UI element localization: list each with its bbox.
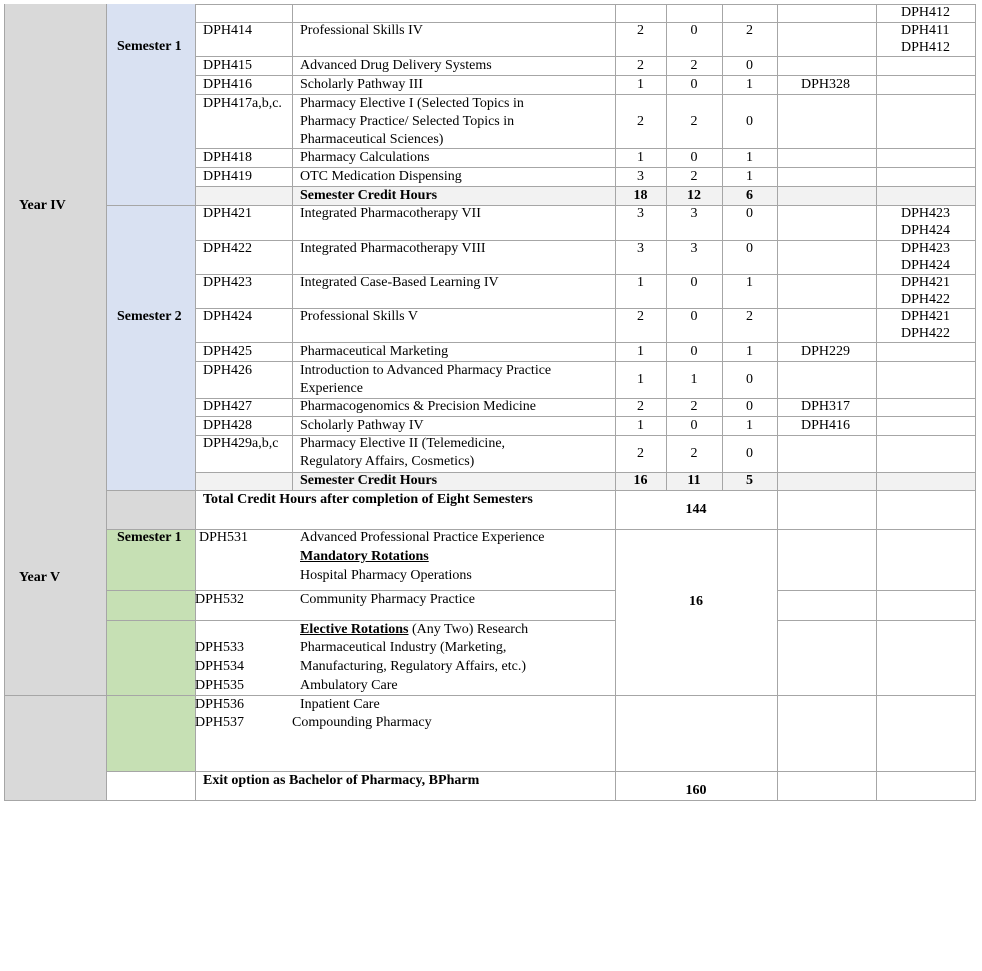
course-title: Community Pharmacy Practice [300,592,475,607]
semester-label: Semester 2 [117,309,182,324]
elective-rotations-note: (Any Two) Research [408,622,529,637]
course-title: Pharmaceutical Sciences) [300,132,444,147]
corequisite: DPH421 [901,275,951,290]
course-title: Scholarly Pathway III [300,77,423,92]
credit-hours: 1 [637,418,644,433]
corequisite: DPH424 [901,223,951,238]
course-title: Pharmacy Elective I (Selected Topics in [300,96,524,111]
total-row-gray [106,490,195,529]
prerequisite: DPH416 [801,418,851,433]
course-code: DPH426 [203,363,253,378]
practical-hours: 0 [746,241,753,256]
semester-label: Semester 1 [117,530,182,545]
corequisite: DPH422 [901,292,951,307]
prerequisite: DPH317 [801,399,851,414]
total-practical: 5 [746,473,753,488]
corequisite: DPH423 [901,206,951,221]
course-title: Pharmacogenomics & Precision Medicine [300,399,536,414]
mandatory-rotations-heading: Mandatory Rotations [300,549,429,564]
practical-hours: 0 [746,399,753,414]
theory-hours: 3 [690,206,698,221]
prerequisite: DPH229 [801,344,851,359]
credit-hours: 3 [637,169,644,184]
course-title: Advanced Professional Practice Experience [300,530,545,545]
corequisite: DPH421 [901,309,951,324]
course-title: Pharmacy Practice/ Selected Topics in [300,114,515,129]
credit-hours: 1 [637,372,644,387]
practical-hours: 1 [746,150,753,165]
total-credit: 18 [633,188,648,203]
practical-hours: 1 [746,275,753,290]
course-title: Integrated Case-Based Learning IV [300,275,499,290]
course-code: DPH417a,b,c. [203,96,282,111]
theory-hours: 1 [690,372,698,387]
course-title: Regulatory Affairs, Cosmetics) [300,454,475,469]
total-practical: 6 [746,188,753,203]
corequisite: DPH411 [901,23,950,38]
course-code: DPH533 [195,640,245,655]
course-code: DPH428 [203,418,253,433]
course-code: DPH537 [195,715,245,730]
course-code: DPH535 [195,678,245,693]
theory-hours: 2 [690,169,698,184]
total-eight-semesters-value: 144 [685,502,707,517]
corequisite: DPH423 [901,241,951,256]
exit-option-value: 160 [685,783,707,798]
practical-hours: 2 [746,23,753,38]
theory-hours: 0 [690,309,698,324]
course-title: Integrated Pharmacotherapy VIII [300,241,486,256]
course-code: DPH425 [203,344,253,359]
course-code: DPH422 [203,241,253,256]
course-title: Pharmacy Elective II (Telemedicine, [300,436,506,451]
course-code: DPH536 [195,697,245,712]
corequisite: DPH412 [901,5,951,20]
total-theory: 11 [687,473,701,488]
practical-hours: 0 [746,114,753,129]
theory-hours: 0 [690,275,698,290]
course-code: DPH532 [195,592,245,607]
exit-option-label: Exit option as Bachelor of Pharmacy, BPharm [203,773,480,788]
credit-hours: 2 [637,446,644,461]
credit-hours: 2 [637,58,644,73]
credit-hours: 1 [637,344,644,359]
theory-hours: 0 [690,77,698,92]
course-code: DPH427 [203,399,253,414]
year-label: Year V [19,570,61,585]
course-title: Introduction to Advanced Pharmacy Practice [300,363,552,378]
credit-hours: 1 [637,77,644,92]
course-title: Pharmaceutical Industry (Marketing, [300,640,507,655]
course-code: DPH421 [203,206,253,221]
practical-hours: 1 [746,169,753,184]
course-title: Inpatient Care [300,697,380,712]
semester-label: Semester 1 [117,39,182,54]
course-title: Scholarly Pathway IV [300,418,424,433]
course-code: DPH423 [203,275,253,290]
course-code: DPH419 [203,169,253,184]
course-title: Experience [300,381,363,396]
course-title: Professional Skills V [300,309,418,324]
course-title: Pharmacy Calculations [300,150,430,165]
practical-hours: 1 [746,344,753,359]
credit-hours: 3 [637,241,644,256]
corequisite: DPH424 [901,258,951,273]
course-title: Pharmaceutical Marketing [300,344,449,359]
practical-hours: 0 [746,58,753,73]
course-code: DPH416 [203,77,253,92]
theory-hours: 2 [690,114,698,129]
total-label: Semester Credit Hours [300,473,438,488]
practical-hours: 2 [746,309,753,324]
theory-hours: 0 [690,344,698,359]
course-code: DPH418 [203,150,253,165]
semester-column-year5 [106,529,195,771]
elective-rotations-line [300,621,528,639]
year-label: Year IV [19,198,66,213]
curriculum-table [4,4,976,801]
corequisite: DPH412 [901,40,951,55]
rotation-credits: 16 [689,594,703,609]
theory-hours: 3 [690,241,698,256]
credit-hours: 2 [637,114,644,129]
course-code: DPH424 [203,309,253,324]
theory-hours: 0 [690,418,698,433]
course-title: Manufacturing, Regulatory Affairs, etc.) [300,659,527,674]
course-code: DPH429a,b,c [203,436,279,451]
course-title: Hospital Pharmacy Operations [300,568,472,583]
theory-hours: 2 [690,446,698,461]
course-title: Professional Skills IV [300,23,423,38]
course-code: DPH415 [203,58,253,73]
total-label: Semester Credit Hours [300,188,438,203]
practical-hours: 0 [746,372,753,387]
course-code: DPH414 [203,23,253,38]
credit-hours: 1 [637,275,644,290]
elective-rotations-heading: Elective Rotations [300,622,409,637]
credit-hours: 2 [637,23,644,38]
credit-hours: 2 [637,399,644,414]
total-eight-semesters-label: Total Credit Hours after completion of Eight Semesters [203,492,533,507]
credit-hours: 2 [637,309,644,324]
course-title: Integrated Pharmacotherapy VII [300,206,481,221]
corequisite: DPH422 [901,326,951,341]
course-title: Ambulatory Care [300,678,398,693]
course-code: DPH534 [195,659,245,674]
practical-hours: 0 [746,206,753,221]
theory-hours: 2 [690,58,698,73]
theory-hours: 0 [690,150,698,165]
practical-hours: 0 [746,446,753,461]
theory-hours: 0 [690,23,698,38]
prerequisite: DPH328 [801,77,851,92]
practical-hours: 1 [746,77,753,92]
credit-hours: 1 [637,150,644,165]
course-title: OTC Medication Dispensing [300,169,462,184]
total-credit: 16 [633,473,648,488]
practical-hours: 1 [746,418,753,433]
semester-column-year4 [106,4,195,490]
credit-hours: 3 [637,206,644,221]
course-code: DPH531 [199,530,249,545]
year-column [4,4,106,801]
total-theory: 12 [687,188,701,203]
course-title: Compounding Pharmacy [292,715,432,730]
course-title: Advanced Drug Delivery Systems [300,58,492,73]
theory-hours: 2 [690,399,698,414]
